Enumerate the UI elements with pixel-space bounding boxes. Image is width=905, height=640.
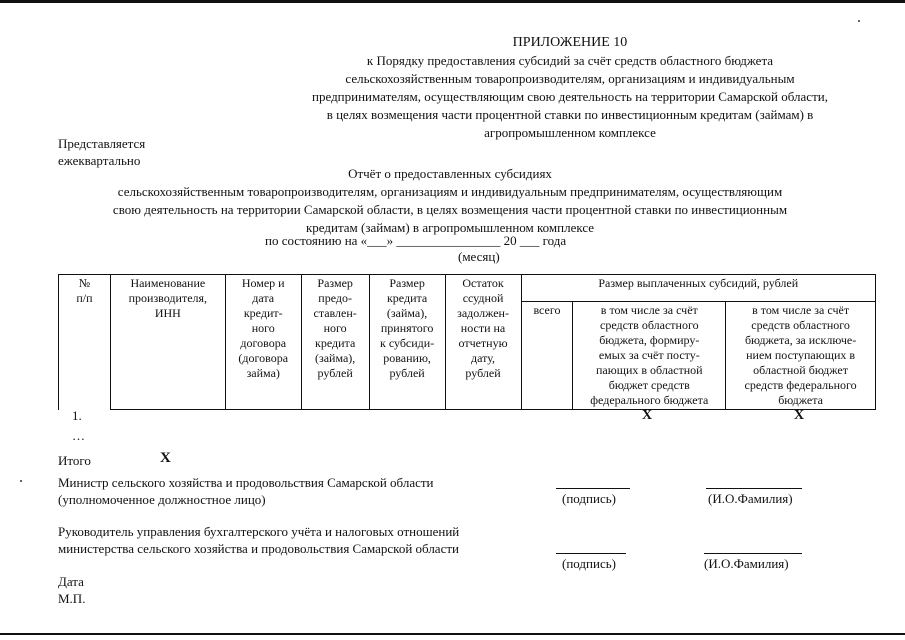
footer-block [58,573,85,607]
x-mark-federal: X [794,408,805,423]
minister-title: Министр сельского хозяйства и продовольствия Самарской области [58,475,434,490]
report-header [40,165,860,237]
appendix-title: ПРИЛОЖЕНИЕ 10 [512,35,628,50]
top-border [0,0,905,3]
report-line: свою деятельность на территории Самарской области, в целях возмещения части процентной ставки по инвестиционным [112,202,788,217]
appendix-header [270,34,870,142]
head-signature-label: (подпись) [562,556,616,571]
header-contract: Номер и дата кредит- ного договора (договора займа) [225,275,301,410]
header-regional: в том числе за счёт средств областного бюджета, формиру- емых за счёт посту- пающих в областной бюджет средств федерального бюджета [573,302,726,410]
bottom-border [0,633,905,635]
date-label: Дата [58,574,84,589]
head-name-line [704,553,802,554]
minister-block [58,474,434,508]
head-signature-line [556,553,626,554]
header-accepted: Размер кредита (займа), принятого к субсиди- рованию, рублей [369,275,445,410]
frequency-note [58,135,145,169]
appendix-line: предпринимателям, осуществляющим свою деятельность на территории Самарской области, [312,89,828,104]
header-producer: Наименование производителя, ИНН [110,275,225,410]
frequency-line: Представляется [58,136,146,151]
scan-speck [20,480,22,482]
head-title: Руководитель управления бухгалтерского учёта и налоговых отношений [58,524,460,539]
report-line: кредитам (займам) в агропромышленном комплексе [305,220,595,235]
report-title: Отчёт о предоставленных субсидиях [348,166,552,181]
appendix-line: агропромышленном комплексе [484,125,656,140]
minister-signature-line [556,488,630,489]
report-date-line: по состоянию на «___» ________________ 20 ___ года [265,233,567,248]
row-number: 1. [72,408,82,423]
header-total: всего [521,302,573,410]
minister-subtitle: (уполномоченное должностное лицо) [58,492,266,507]
total-x-mark: X [160,450,171,466]
head-block [58,523,459,557]
x-mark-regional: X [642,408,653,423]
table-ellipsis: … [72,428,85,443]
minister-signature-label: (подпись) [562,491,616,506]
subsidy-table [58,274,876,410]
appendix-line: в целях возмещения части процентной ставки по инвестиционным кредитам (займам) в [326,107,814,122]
minister-name-line [706,488,802,489]
appendix-line: сельскохозяйственным товаропроизводителям, организациям и индивидуальным [345,71,795,86]
appendix-line: к Порядку предоставления субсидий за счёт средств областного бюджета [366,53,774,68]
report-line: сельскохозяйственным товаропроизводителям, организациям и индивидуальным предпринимателям, осуществляющим [117,184,783,199]
frequency-line: ежеквартально [58,153,141,168]
header-paid-group: Размер выплаченных субсидий, рублей [521,275,876,302]
header-credit-amount: Размер предо- ставлен- ного кредита (займа), рублей [301,275,369,410]
header-balance: Остаток ссудной задолжен- ности на отчетную дату, рублей [445,275,521,410]
month-label: (месяц) [458,249,500,264]
scan-speck [858,20,860,22]
minister-name-label: (И.О.Фамилия) [708,491,793,506]
header-num: № п/п [59,275,111,410]
header-federal: в том числе за счёт средств областного бюджета, за исключе- нием поступающих в областной бюджет средств федерального бюджета [726,302,876,410]
seal-label: М.П. [58,591,86,606]
head-subtitle: министерства сельского хозяйства и продовольствия Самарской области [58,541,459,556]
total-label: Итого [58,453,91,468]
head-name-label: (И.О.Фамилия) [704,556,789,571]
